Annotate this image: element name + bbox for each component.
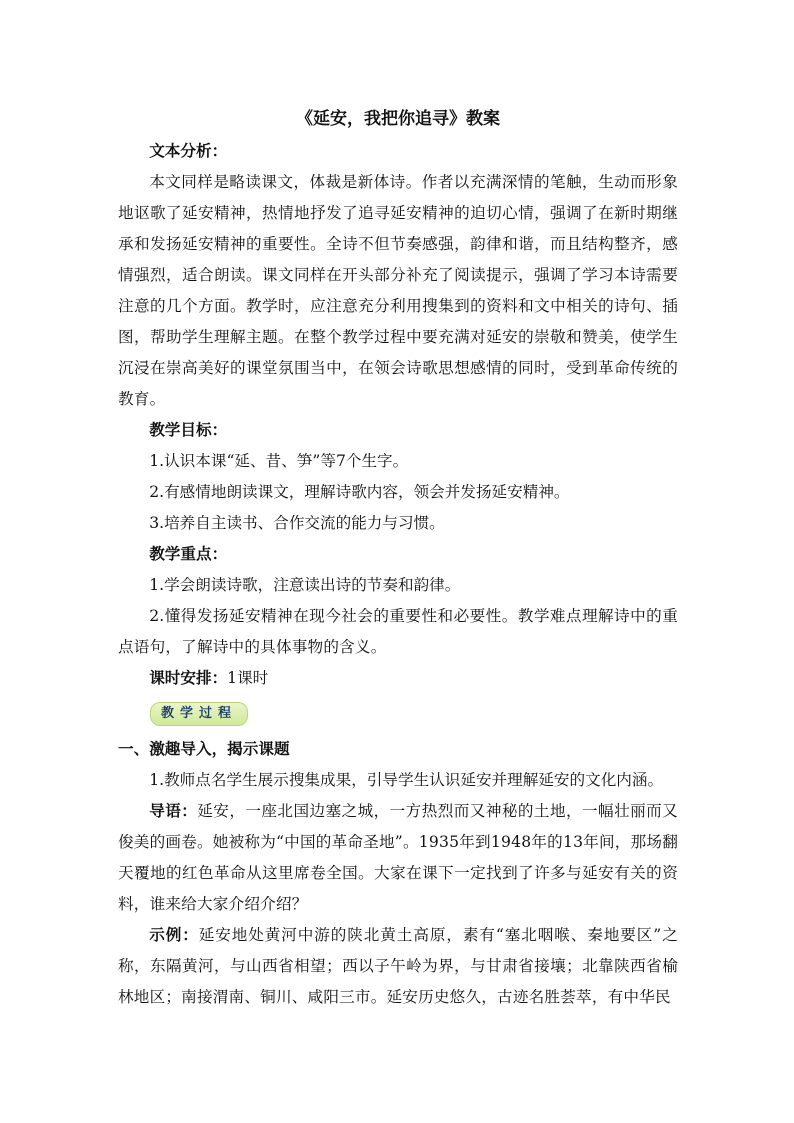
schedule-label: 课时安排： [149, 669, 228, 687]
example-text: 延安地处黄河中游的陕北黄土高原，素有“塞北咽喉、秦地要区”之称，东隔黄河，与山西省相望；西以子午岭为界，与甘肃省接壤；北靠陕西省榆林地区；南接渭南、铜川、咸阳三市。延安历史悠久，古迹名胜荟萃，有中华民 [118, 926, 678, 1006]
process-badge-row [118, 694, 678, 734]
schedule-value: 1课时 [227, 669, 269, 687]
process-badge: 教学过程 [150, 702, 248, 726]
analysis-paragraph: 本文同样是略读课文，体裁是新体诗。作者以充满深情的笔触，生动而形象地讴歌了延安精神，热情地抒发了追寻延安精神的迫切心情，强调了在新时期继承和发扬延安精神的重要性。全诗不但节奏感强，韵律和谐，而且结构整齐，感情强烈，适合朗读。课文同样在开头部分补充了阅读提示，强调了学习本诗需要注意的几个方面。教学时，应注意充分利用搜集到的资料和文中相关的诗句、插图，帮助学生理解主题。在整个教学过程中要充满对延安的崇敬和赞美，使学生沉浸在崇高美好的课堂氛围当中，在领会诗歌思想感情的同时，受到革命传统的教育。 [118, 173, 678, 408]
goal-item-3: 3.培养自主读书、合作交流的能力与习惯。 [149, 514, 445, 532]
intro-label: 导语： [149, 802, 198, 820]
example-paragraph [118, 920, 678, 1013]
focus-item-2: 2.懂得发扬延安精神在现今社会的重要性和必要性。教学难点理解诗中的重点语句，了解诗中的具体事物的含义。 [118, 607, 678, 656]
goals-heading: 教学目标： [149, 421, 228, 439]
goal-item-2: 2.有感情地朗读课文，理解诗歌内容，领会并发扬延安精神。 [149, 483, 570, 501]
focus-item-1: 1.学会朗读诗歌，注意读出诗的节奏和韵律。 [149, 576, 461, 594]
section1-title: 一、激趣导入，揭示课题 [118, 740, 290, 758]
intro-paragraph [118, 796, 678, 920]
intro-text: 延安，一座北国边塞之城，一方热烈而又神秘的土地，一幅壮丽而又俊美的画卷。她被称为“中国的革命圣地”。1935年到1948年的13年间，那场翻天覆地的红色革命从这里席卷全国。大家在课下一定找到了许多与延安有关的资料，谁来给大家介绍介绍？ [118, 802, 678, 913]
section1-item-1: 1.教师点名学生展示搜集成果，引导学生认识延安并理解延安的文化内涵。 [149, 771, 664, 789]
schedule-line [118, 663, 678, 694]
document-page [118, 102, 678, 1013]
analysis-heading: 文本分析： [149, 142, 228, 160]
example-label: 示例： [149, 926, 199, 944]
document-title: 《延安，我把你追寻》教案 [296, 109, 500, 129]
goal-item-1: 1.认识本课“延、昔、笋”等7个生字。 [149, 452, 409, 470]
focus-heading: 教学重点： [149, 545, 228, 563]
